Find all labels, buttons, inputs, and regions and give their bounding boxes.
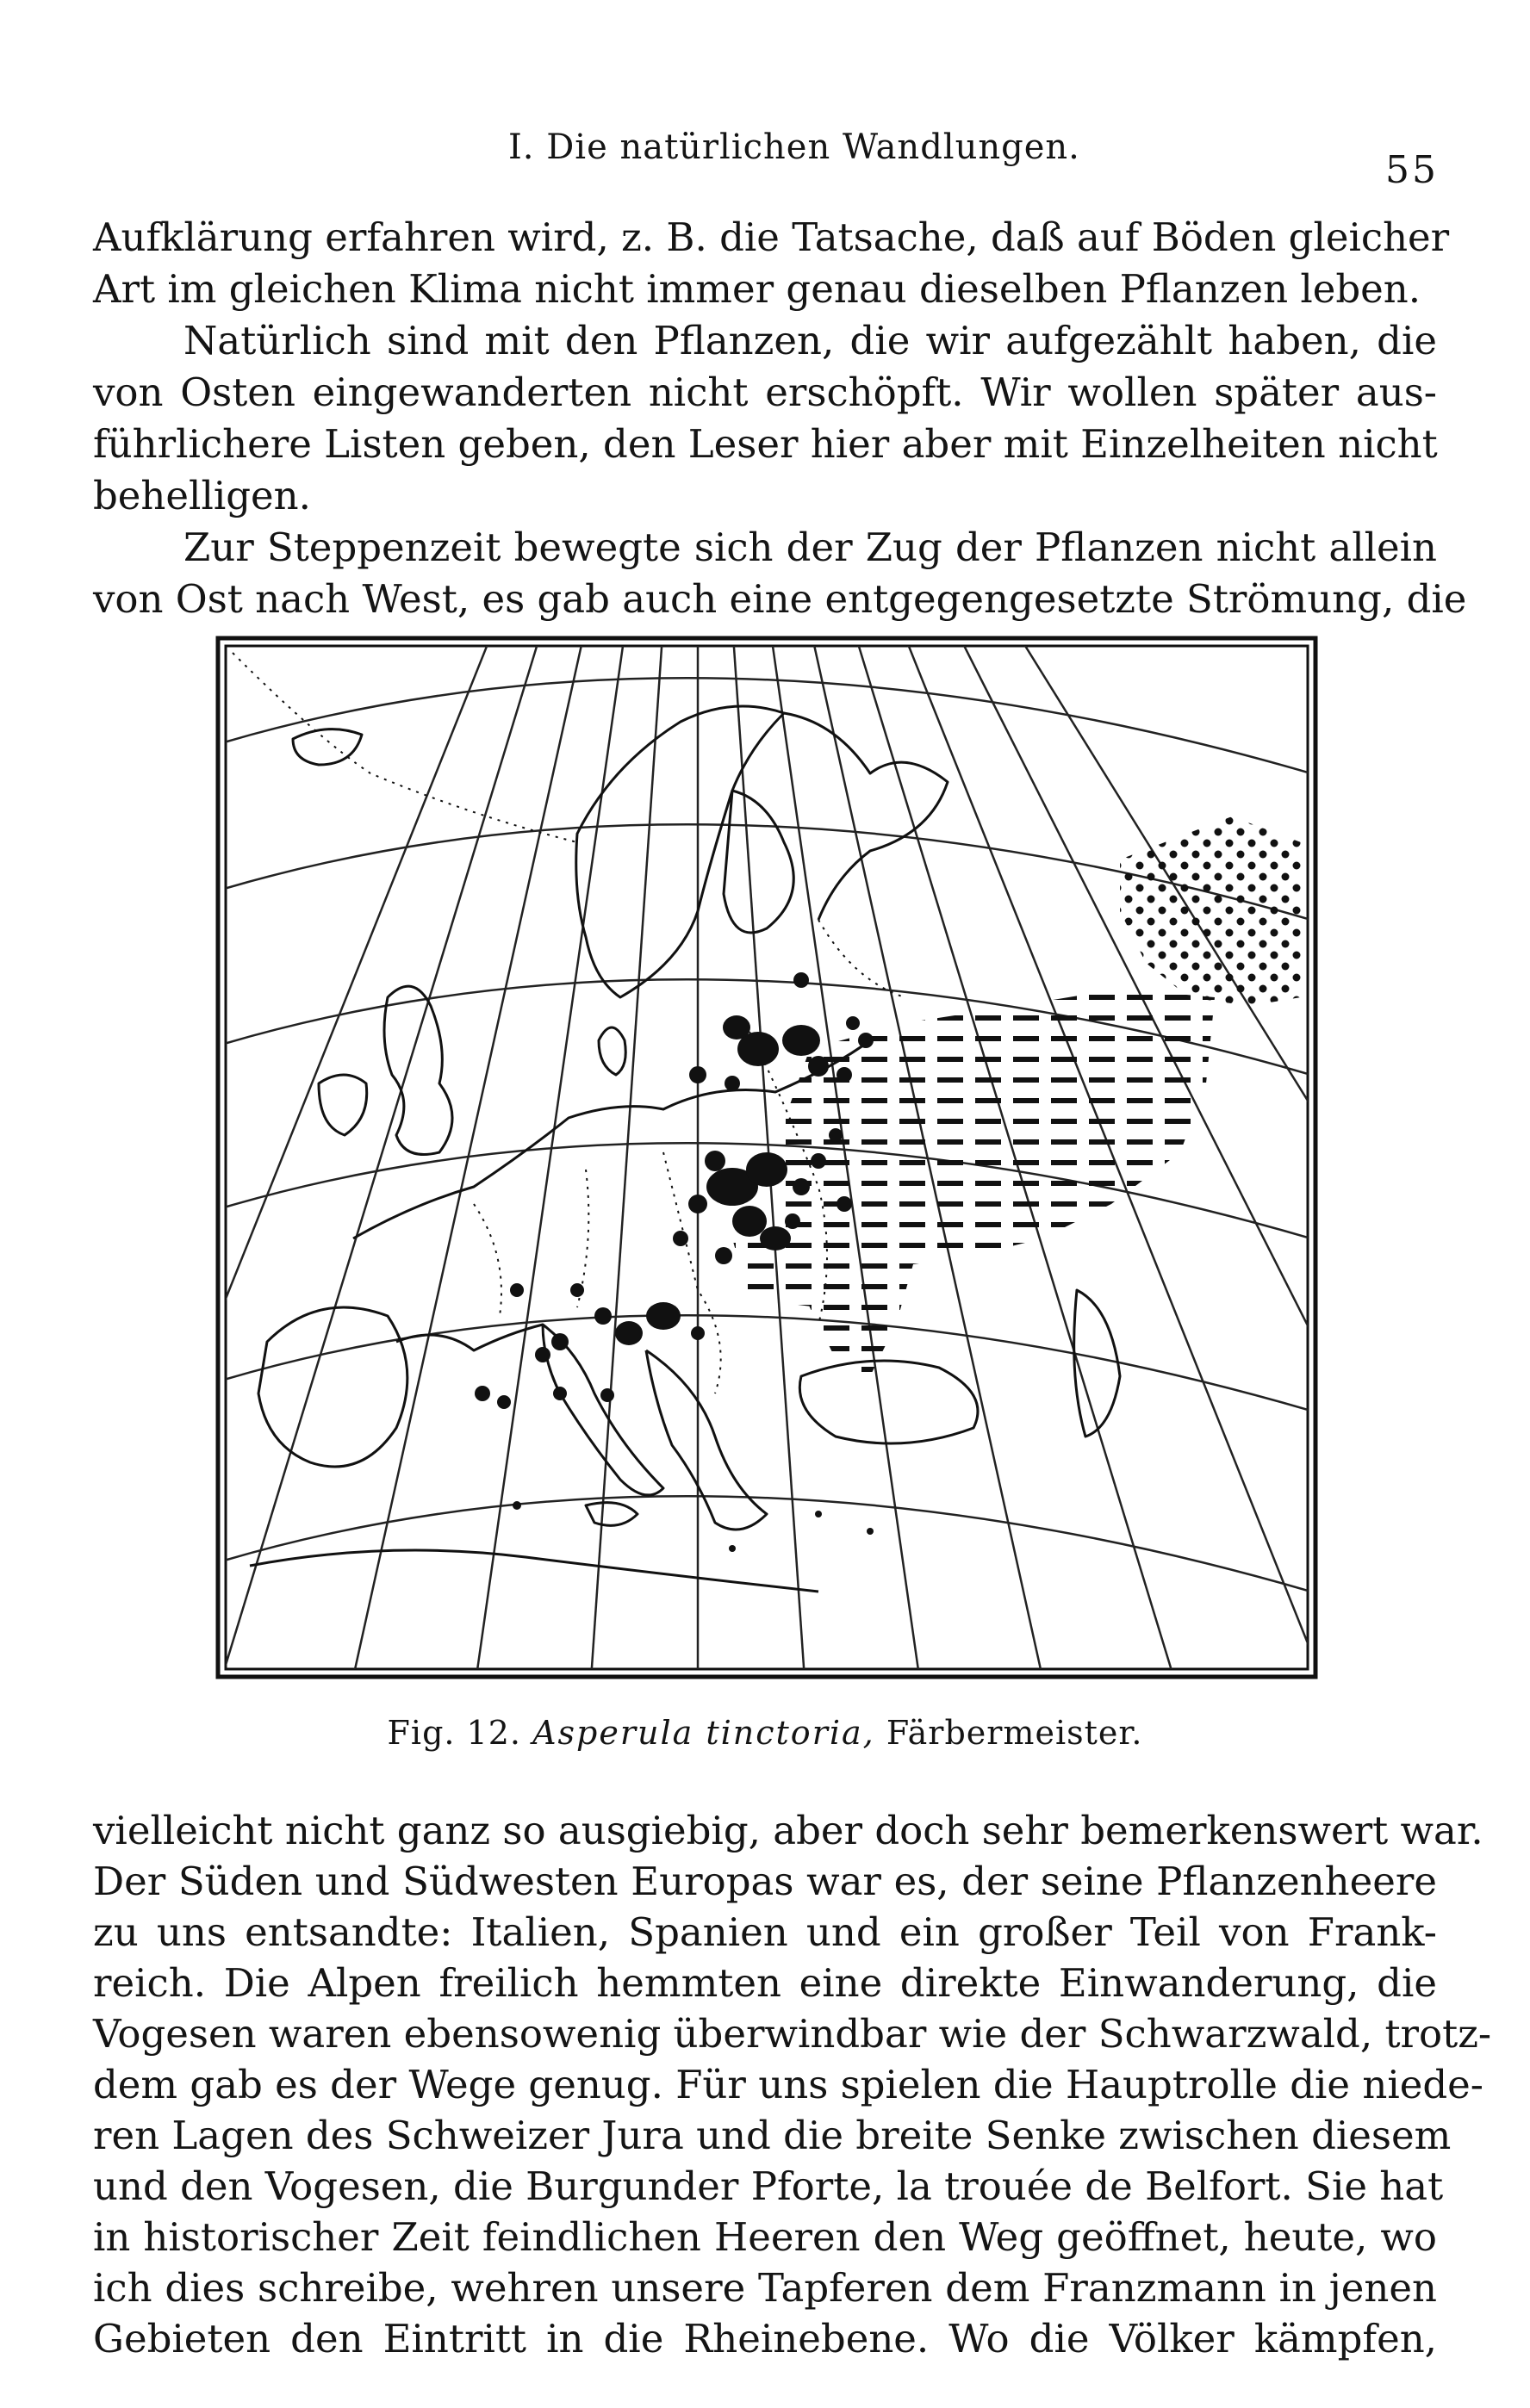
caption-common-name: Färbermeister. xyxy=(886,1714,1143,1752)
distribution-map-figure xyxy=(215,636,1318,1679)
text-line: dem gab es der Wege genug. Für uns spielen die Hauptrolle die niede- xyxy=(93,2062,1484,2107)
text-line: Aufklärung erfahren wird, z. B. die Tatsache, daß auf Böden gleicher xyxy=(93,214,1450,260)
text-line: und den Vogesen, die Burgunder Pforte, la trouée de Belfort. Sie hat xyxy=(93,2163,1444,2209)
text-line: ren Lagen des Schweizer Jura und die breite Senke zwischen diesem xyxy=(93,2113,1452,2158)
text-line: Gebieten den Eintritt in die Rheinebene. Wo die Völker kämpfen, xyxy=(93,2316,1437,2361)
paragraph-2 xyxy=(93,315,1437,522)
caption-figure-number: Fig. 12. xyxy=(387,1714,521,1752)
text-line: von Ost nach West, es gab auch eine entgegengesetzte Strömung, die xyxy=(93,576,1467,622)
text-line: behelligen. xyxy=(93,473,311,518)
text-line: in historischer Zeit feindlichen Heeren den Weg geöffnet, heute, wo xyxy=(93,2214,1437,2260)
europe-distribution-map xyxy=(215,636,1318,1679)
running-head: I. Die natürlichen Wandlungen. xyxy=(508,127,1080,167)
paragraph-3 xyxy=(93,522,1467,625)
dotted-distribution-area xyxy=(1120,816,1301,1006)
paragraph-1 xyxy=(93,212,1450,315)
caption-species-name: Asperula tinctoria, xyxy=(532,1714,875,1752)
text-line: von Osten eingewanderten nicht erschöpft. Wir wollen später aus- xyxy=(93,369,1437,415)
figure-caption xyxy=(0,1714,1530,1752)
text-line: ich dies schreibe, wehren unsere Tapferen dem Franzmann in jenen xyxy=(93,2265,1437,2311)
hatched-distribution-area xyxy=(767,989,1215,1376)
text-line: Natürlich sind mit den Pflanzen, die wir aufgezählt haben, die xyxy=(183,318,1437,363)
text-line: Art im gleichen Klima nicht immer genau dieselben Pflanzen leben. xyxy=(93,266,1421,312)
text-line: führlichere Listen geben, den Leser hier aber mit Einzelheiten nicht xyxy=(93,421,1438,467)
text-line: reich. Die Alpen freilich hemmten eine direkte Einwanderung, die xyxy=(93,1960,1437,2006)
text-line: Der Süden und Südwesten Europas war es, der seine Pflanzenheere xyxy=(93,1859,1437,1904)
text-line: vielleicht nicht ganz so ausgiebig, aber doch sehr bemerkenswert war. xyxy=(93,1808,1483,1853)
islands xyxy=(513,1501,874,1552)
text-line: Zur Steppenzeit bewegte sich der Zug der Pflanzen nicht allein xyxy=(183,524,1437,570)
page-number: 55 xyxy=(1385,148,1439,192)
text-line: zu uns entsandte: Italien, Spanien und ein großer Teil von Frank- xyxy=(93,1909,1437,1955)
paragraph-4 xyxy=(93,1805,1492,2364)
text-line: Vogesen waren ebensowenig überwindbar wie der Schwarzwald, trotz- xyxy=(93,2011,1492,2057)
